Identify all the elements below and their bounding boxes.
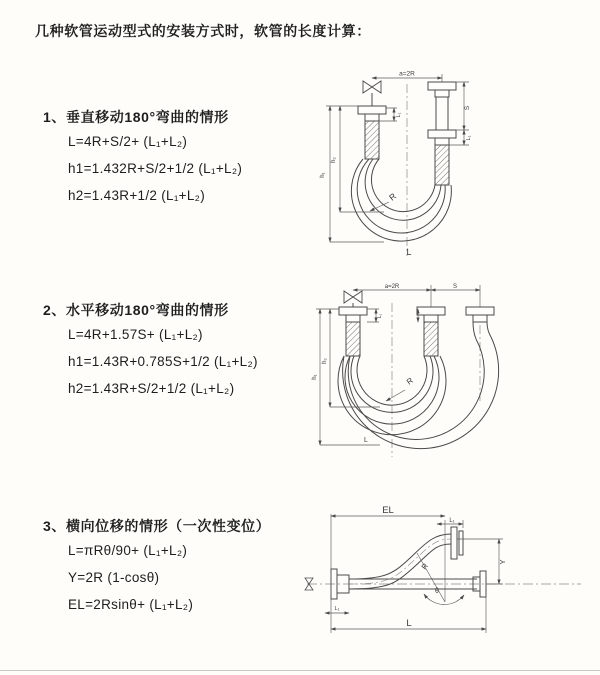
section-3-formula-EL: EL=2Rsinθ+ (L₁+L₂) — [68, 597, 194, 612]
length-label: L — [406, 618, 412, 629]
dim-label-h2: h₂ — [322, 358, 328, 364]
dim-label-l1-bottom: L₁ — [334, 606, 340, 612]
valve-icon — [344, 291, 362, 303]
theta-label: θ — [435, 588, 439, 595]
radius-label: R — [387, 190, 399, 203]
section-2-formula-h1: h1=1.43R+0.785S+1/2 (L₁+L₂) — [68, 354, 258, 369]
radius-label: R — [419, 561, 430, 572]
u2-arc-outer — [343, 337, 499, 449]
dimension-lines — [325, 514, 503, 633]
page-bottom-rule — [0, 670, 600, 671]
section-1-formula-h1: h1=1.432R+S/2+1/2 (L₁+L₂) — [68, 161, 243, 176]
dim-label-a2r: a=2R — [399, 70, 415, 78]
dim-label-y: Y — [498, 559, 507, 565]
section-2-formula-L: L=4R+1.57S+ (L₁+L₂) — [68, 327, 203, 342]
hose-centerline — [349, 539, 451, 584]
dim-label-el: EL — [382, 505, 394, 516]
dim-label-l1-left: L₁ — [396, 112, 402, 118]
section-3-formula-L: L=πRθ/90+ (L₁+L₂) — [68, 543, 188, 558]
theta-arc — [424, 594, 464, 605]
dim-label-l1: L₁ — [377, 313, 383, 319]
braided-hose-left — [346, 322, 360, 356]
braided-hose-middle — [424, 322, 438, 356]
hose-linework — [305, 527, 581, 599]
hose-wall-upper — [349, 534, 451, 579]
diagram-horizontal-180-bend — [308, 281, 563, 461]
dim-label-s: S — [452, 283, 458, 290]
dim-label-h2: h₂ — [331, 157, 337, 163]
dim-label-s: S — [464, 105, 471, 111]
section-1-formula-h2: h2=1.43R+1/2 (L₁+L₂) — [68, 188, 206, 203]
section-1-heading: 1、垂直移动180°弯曲的情形 — [43, 109, 229, 125]
diagram-vertical-180-bend — [312, 70, 552, 260]
section-3-formula-Y: Y=2R (1-cosθ) — [68, 570, 160, 585]
section-2-heading: 2、水平移动180°弯曲的情形 — [43, 302, 229, 318]
section-3-heading: 3、横向位移的情形（一次性变位） — [43, 518, 271, 534]
u-arc-inner — [371, 159, 435, 212]
dim-label-a2r: a=2R — [384, 283, 400, 290]
dim-label-l1-top: L₁ — [449, 518, 455, 524]
dim-label-h1: h₁ — [320, 172, 326, 178]
radius-leader — [386, 390, 405, 401]
u2-arc-inner — [348, 339, 484, 439]
valve-icon — [363, 81, 381, 93]
flange-upper — [451, 527, 457, 559]
section-2-formula-h2: h2=1.43R+S/2+1/2 (L₁+L₂) — [68, 381, 235, 396]
dim-label-l1-right: L₁ — [466, 135, 472, 141]
hose-right-stub — [473, 322, 491, 339]
braided-hose-left — [365, 121, 379, 159]
dim-label-h1: h₁ — [312, 374, 318, 380]
section-1-formula-L: L=4R+S/2+ (L₁+L₂) — [68, 134, 188, 149]
radius-line — [417, 553, 445, 602]
braided-hose-right — [435, 145, 449, 185]
length-label: L — [364, 437, 368, 444]
page-title: 几种软管运动型式的安装方式时，软管的长度计算： — [35, 23, 371, 39]
radius-label: R — [404, 375, 415, 387]
hose-linework — [351, 81, 456, 256]
length-label: L — [406, 247, 412, 257]
diagram-lateral-displacement — [293, 496, 593, 641]
